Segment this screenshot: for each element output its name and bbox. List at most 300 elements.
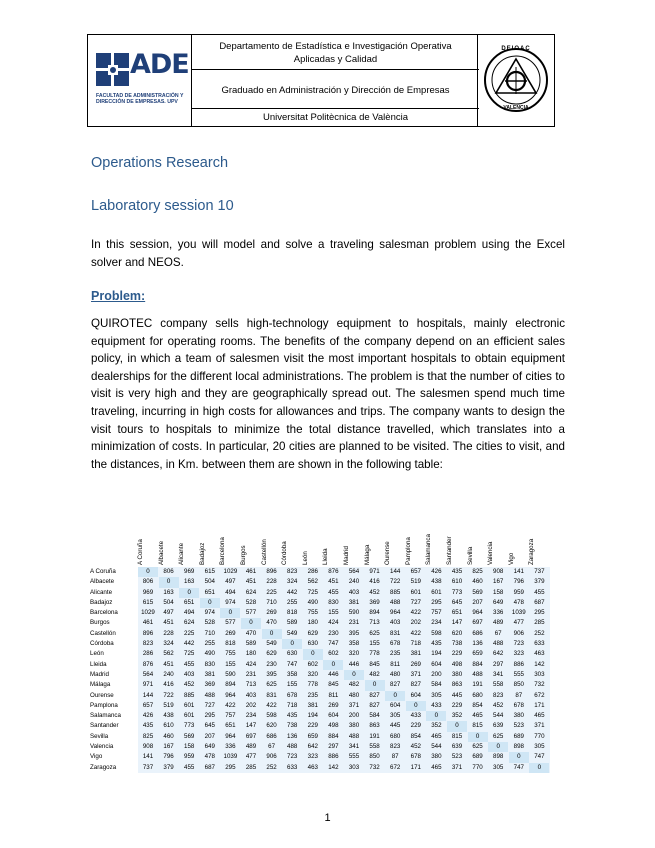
- table-cell: 689: [513, 732, 524, 740]
- table-cell: 228: [163, 629, 174, 637]
- row-header: León: [90, 650, 104, 658]
- table-cell: 732: [369, 763, 380, 771]
- table-cell: 555: [348, 753, 360, 761]
- page-number: 1: [324, 812, 331, 824]
- table-cell: 625: [266, 681, 277, 689]
- table-cell: 488: [493, 640, 504, 648]
- table-cell: 0: [220, 608, 240, 618]
- table-cell: 451: [245, 578, 257, 586]
- table-cell: 482: [369, 670, 380, 678]
- table-cell: 235: [390, 650, 401, 658]
- table-cell: 497: [225, 578, 236, 586]
- table-cell: 191: [369, 732, 380, 740]
- table-cell: 336: [225, 743, 236, 751]
- table-cell: 480: [390, 670, 401, 678]
- table-cell: 601: [184, 712, 195, 720]
- row-header: Barcelona: [90, 609, 118, 617]
- table-cell: 352: [451, 712, 463, 720]
- table-cell: 435: [142, 722, 154, 730]
- column-header-label: Badajoz: [198, 542, 206, 565]
- table-cell: 465: [534, 712, 545, 720]
- table-cell: 796: [163, 753, 174, 761]
- table-cell: 446: [348, 660, 360, 668]
- session-title: Laboratory session 10: [91, 198, 234, 214]
- table-cell: 424: [245, 660, 257, 668]
- table-cell: 67: [268, 743, 276, 751]
- table-cell: 629: [307, 629, 318, 637]
- table-cell: 678: [410, 753, 421, 761]
- table-cell: 686: [472, 629, 483, 637]
- table-cell: 379: [163, 763, 174, 771]
- table-cell: 465: [431, 732, 442, 740]
- table-cell: 806: [142, 578, 154, 586]
- table-cell: 723: [287, 753, 298, 761]
- table-cell: 601: [410, 588, 421, 596]
- table-cell: 1029: [141, 609, 155, 617]
- table-cell: 488: [390, 598, 401, 606]
- table-cell: 601: [184, 701, 195, 709]
- table-cell: 305: [493, 763, 504, 771]
- row-header: Ourense: [90, 691, 114, 699]
- table-cell: 718: [410, 640, 421, 648]
- table-cell: 470: [266, 619, 277, 627]
- column-header-label: Zaragoza: [528, 538, 536, 565]
- table-cell: 234: [431, 619, 442, 627]
- table-cell: 672: [534, 691, 545, 699]
- table-cell: 549: [287, 629, 298, 637]
- table-cell: 885: [184, 691, 195, 699]
- table-cell: 489: [493, 619, 504, 627]
- table-cell: 718: [287, 701, 298, 709]
- table-cell: 482: [348, 681, 360, 689]
- table-cell: 191: [472, 681, 483, 689]
- table-cell: 604: [431, 660, 442, 668]
- table-cell: 461: [142, 619, 154, 627]
- table-cell: 470: [245, 629, 257, 637]
- table-cell: 0: [200, 598, 220, 608]
- table-cell: 659: [472, 650, 483, 658]
- table-cell: 649: [204, 743, 215, 751]
- column-header-label: Ourense: [384, 541, 392, 565]
- table-cell: 747: [534, 753, 545, 761]
- table-cell: 747: [328, 640, 339, 648]
- table-cell: 519: [410, 578, 421, 586]
- seal-text-bottom: VALENCIA: [503, 105, 529, 111]
- table-cell: 426: [142, 712, 154, 720]
- column-header-label: Pamplona: [404, 537, 412, 565]
- table-cell: 379: [534, 578, 545, 586]
- problem-heading: Problem:: [91, 289, 146, 303]
- table-cell: 358: [287, 670, 298, 678]
- table-cell: 757: [225, 712, 236, 720]
- table-cell: 452: [493, 701, 504, 709]
- table-cell: 642: [307, 743, 318, 751]
- table-cell: 155: [369, 640, 380, 648]
- table-cell: 727: [204, 701, 215, 709]
- row-header: Castellón: [90, 629, 116, 637]
- column-header-label: Alicante: [178, 542, 186, 565]
- table-cell: 352: [431, 722, 442, 730]
- table-cell: 562: [163, 650, 174, 658]
- table-cell: 480: [348, 691, 360, 699]
- table-cell: 558: [493, 681, 504, 689]
- table-cell: 155: [225, 660, 236, 668]
- table-cell: 825: [142, 732, 154, 740]
- table-cell: 625: [369, 629, 380, 637]
- table-cell: 523: [451, 753, 463, 761]
- table-cell: 381: [348, 598, 360, 606]
- table-cell: 964: [472, 609, 483, 617]
- table-cell: 630: [287, 650, 298, 658]
- table-cell: 395: [266, 670, 277, 678]
- table-cell: 380: [348, 722, 360, 730]
- table-cell: 1039: [223, 753, 238, 761]
- table-cell: 732: [534, 681, 545, 689]
- table-cell: 490: [204, 650, 215, 658]
- table-cell: 504: [204, 578, 215, 586]
- table-cell: 0: [365, 680, 385, 690]
- column-header: [529, 521, 549, 567]
- table-cell: 831: [266, 691, 277, 699]
- table-cell: 544: [431, 743, 442, 751]
- table-cell: 971: [369, 568, 380, 575]
- table-cell: 341: [348, 743, 360, 751]
- table-cell: 455: [184, 660, 195, 668]
- table-cell: 0: [509, 752, 529, 762]
- table-cell: 147: [451, 619, 463, 627]
- column-header-label: A Coruña: [137, 539, 144, 565]
- table-cell: 202: [410, 619, 421, 627]
- table-cell: 455: [184, 763, 195, 771]
- course-title: Operations Research: [91, 155, 229, 171]
- table-cell: 142: [328, 763, 339, 771]
- table-cell: 424: [328, 619, 339, 627]
- column-header: [179, 521, 199, 567]
- column-header: [303, 521, 323, 567]
- table-cell: 686: [266, 732, 277, 740]
- table-cell: 155: [287, 681, 298, 689]
- table-cell: 295: [204, 712, 215, 720]
- table-cell: 577: [245, 609, 257, 617]
- table-cell: 678: [390, 640, 401, 648]
- table-cell: 438: [431, 578, 442, 586]
- table-cell: 0: [241, 618, 261, 628]
- table-cell: 147: [245, 722, 257, 730]
- table-cell: 898: [493, 753, 504, 761]
- table-cell: 727: [410, 598, 421, 606]
- table-cell: 234: [245, 712, 257, 720]
- ade-logo-icon: [96, 53, 130, 87]
- column-header-label: Madrid: [343, 546, 350, 565]
- table-cell: 0: [323, 660, 343, 670]
- table-cell: 341: [493, 670, 504, 678]
- table-cell: 228: [266, 578, 277, 586]
- table-cell: 811: [328, 691, 339, 699]
- table-cell: 620: [266, 722, 277, 730]
- table-cell: 477: [245, 753, 257, 761]
- table-cell: 163: [184, 578, 195, 586]
- deioac-seal-block: [477, 35, 554, 126]
- table-cell: 796: [513, 578, 524, 586]
- table-cell: 422: [410, 609, 421, 617]
- table-cell: 240: [348, 578, 360, 586]
- table-cell: 659: [307, 732, 318, 740]
- table-cell: 305: [390, 712, 401, 720]
- table-cell: 651: [225, 722, 236, 730]
- column-header: [385, 521, 405, 567]
- table-cell: 416: [369, 578, 380, 586]
- table-cell: 898: [513, 743, 524, 751]
- table-cell: 167: [493, 578, 504, 586]
- table-cell: 725: [184, 650, 195, 658]
- table-cell: 555: [513, 670, 524, 678]
- table-cell: 604: [390, 701, 401, 709]
- column-header: [406, 521, 426, 567]
- table-cell: 478: [513, 598, 524, 606]
- table-cell: 747: [513, 763, 524, 771]
- table-cell: 433: [431, 701, 442, 709]
- table-cell: 422: [410, 629, 421, 637]
- intro-paragraph: In this session, you will model and solve a traveling salesman problem using the Excel solver and NEOS.: [91, 238, 565, 269]
- table-cell: 549: [266, 640, 277, 648]
- table-cell: 651: [204, 588, 215, 596]
- table-cell: 0: [303, 649, 323, 659]
- table-cell: 489: [245, 743, 257, 751]
- table-cell: 770: [472, 763, 483, 771]
- table-cell: 564: [142, 670, 154, 678]
- table-cell: 687: [204, 763, 215, 771]
- table-cell: 435: [431, 640, 442, 648]
- table-cell: 371: [410, 670, 421, 678]
- table-cell: 642: [493, 650, 504, 658]
- row-header: Lleida: [90, 660, 107, 668]
- table-cell: 240: [163, 670, 174, 678]
- table-cell: 136: [472, 640, 483, 648]
- table-cell: 229: [451, 650, 463, 658]
- problem-paragraph: QUIROTEC company sells high-technology equipment to hospitals, mainly electronic equipment for operating rooms. The benefits of the company depend on an efficient sales policy, in which a team of salesmen visit the most important hospitals to obtain equipment dealerships for the different local administrations. The problem is that the number of cities to visit is very high and they are geographically spread out. The salesmen spend much time traveling, incurring in high costs for allowances and trips. The company wants to design the visit tours to hospitals to minimize the total distance travelled, which translates into a minimization of costs. In particular, 20 cities are planned to be visited. The cities to visit, and the distances, in Km. between them are shown in the following table:: [91, 317, 565, 471]
- table-cell: 827: [369, 701, 380, 709]
- table-cell: 645: [204, 722, 215, 730]
- table-cell: 649: [493, 598, 504, 606]
- column-header: [468, 521, 488, 567]
- table-cell: 451: [328, 578, 339, 586]
- table-cell: 0: [488, 742, 508, 752]
- table-cell: 141: [142, 753, 154, 761]
- table-cell: 680: [472, 691, 483, 699]
- table-cell: 558: [369, 743, 380, 751]
- column-header-label: Lleida: [322, 548, 330, 565]
- row-header: Valencia: [90, 743, 114, 751]
- table-cell: 689: [472, 753, 483, 761]
- table-cell: 723: [513, 640, 524, 648]
- table-cell: 498: [328, 722, 339, 730]
- table-cell: 969: [184, 568, 195, 575]
- table-cell: 403: [184, 670, 195, 678]
- table-cell: 884: [472, 660, 483, 668]
- table-cell: 497: [163, 609, 174, 617]
- table-cell: 442: [287, 588, 298, 596]
- table-cell: 737: [534, 568, 545, 575]
- column-header: [365, 521, 385, 567]
- table-cell: 225: [266, 588, 277, 596]
- column-header-label: Albacete: [157, 540, 165, 565]
- table-cell: 755: [307, 609, 318, 617]
- table-cell: 494: [184, 609, 195, 617]
- table-cell: 0: [447, 721, 467, 731]
- table-cell: 200: [348, 712, 360, 720]
- table-cell: 710: [204, 629, 215, 637]
- table-cell: 778: [307, 681, 318, 689]
- table-cell: 171: [534, 701, 545, 709]
- table-cell: 87: [515, 691, 523, 699]
- table-cell: 477: [513, 619, 524, 627]
- row-header: Salamanca: [90, 712, 121, 720]
- table-cell: 488: [472, 670, 483, 678]
- table-cell: 569: [472, 588, 483, 596]
- table-cell: 494: [225, 588, 236, 596]
- table-cell: 490: [307, 598, 318, 606]
- table-cell: 435: [451, 568, 463, 575]
- row-header: Zaragoza: [90, 763, 117, 771]
- column-header-label: Sevilla: [466, 546, 474, 565]
- table-cell: 827: [390, 681, 401, 689]
- table-cell: 886: [513, 660, 524, 668]
- column-header-label: Málaga: [363, 544, 371, 565]
- table-cell: 144: [142, 691, 154, 699]
- table-cell: 884: [328, 732, 339, 740]
- table-cell: 435: [287, 712, 298, 720]
- table-cell: 827: [369, 691, 380, 699]
- table-cell: 1029: [223, 568, 238, 575]
- table-cell: 823: [287, 568, 298, 575]
- table-cell: 460: [163, 732, 174, 740]
- table-cell: 225: [184, 629, 195, 637]
- table-cell: 87: [391, 753, 399, 761]
- table-cell: 180: [307, 619, 318, 627]
- table-cell: 773: [184, 722, 195, 730]
- table-cell: 136: [287, 732, 298, 740]
- table-cell: 604: [410, 691, 421, 699]
- table-cell: 737: [142, 763, 154, 771]
- row-header: A Coruña: [90, 568, 116, 575]
- column-header: [447, 521, 467, 567]
- table-cell: 964: [225, 732, 236, 740]
- row-header: Vigo: [90, 753, 103, 761]
- column-header: [138, 521, 158, 567]
- column-header: [488, 521, 508, 567]
- row-header: Pamplona: [90, 701, 118, 709]
- column-header-label: Salamanca: [425, 534, 433, 565]
- row-header: Sevilla: [90, 732, 109, 740]
- table-cell: 0: [344, 670, 364, 680]
- table-cell: 773: [451, 588, 463, 596]
- table-cell: 452: [369, 588, 380, 596]
- table-cell: 722: [163, 691, 174, 699]
- ade-logo-text: ADE: [130, 49, 189, 80]
- table-cell: 863: [451, 681, 463, 689]
- table-cell: 252: [534, 629, 545, 637]
- table-cell: 269: [328, 701, 339, 709]
- table-cell: 446: [328, 670, 339, 678]
- table-cell: 906: [266, 753, 277, 761]
- table-cell: 806: [163, 568, 174, 575]
- table-cell: 167: [163, 743, 174, 751]
- table-cell: 498: [451, 660, 463, 668]
- table-cell: 171: [410, 763, 421, 771]
- table-cell: 320: [307, 670, 318, 678]
- table-cell: 0: [406, 701, 426, 711]
- table-cell: 230: [328, 629, 339, 637]
- table-cell: 465: [472, 712, 483, 720]
- table-cell: 455: [328, 588, 339, 596]
- table-cell: 811: [390, 660, 401, 668]
- table-cell: 463: [307, 763, 318, 771]
- table-cell: 286: [142, 650, 154, 658]
- table-cell: 971: [142, 681, 154, 689]
- table-cell: 488: [348, 732, 360, 740]
- table-cell: 710: [266, 598, 277, 606]
- column-header-label: Burgos: [240, 545, 247, 565]
- table-cell: 639: [493, 722, 504, 730]
- table-cell: 255: [204, 640, 215, 648]
- table-cell: 0: [179, 588, 199, 598]
- table-cell: 770: [534, 732, 545, 740]
- table-cell: 615: [204, 568, 215, 575]
- table-cell: 0: [385, 691, 405, 701]
- table-cell: 229: [451, 701, 463, 709]
- column-header: [220, 521, 240, 567]
- table-cell: 629: [266, 650, 277, 658]
- table-cell: 229: [410, 722, 421, 730]
- table-cell: 403: [245, 691, 257, 699]
- column-header-label: Santander: [446, 536, 453, 565]
- table-cell: 584: [369, 712, 380, 720]
- table-cell: 451: [163, 660, 174, 668]
- column-header: [241, 521, 261, 567]
- table-cell: 1039: [511, 609, 526, 617]
- table-cell: 463: [534, 650, 545, 658]
- table-cell: 633: [287, 763, 298, 771]
- table-cell: 323: [307, 753, 318, 761]
- table-cell: 369: [204, 681, 215, 689]
- table-cell: 651: [451, 609, 463, 617]
- table-cell: 445: [390, 722, 401, 730]
- degree-line: Graduado en Administración y Dirección de Empresas: [221, 85, 450, 96]
- table-cell: 336: [493, 609, 504, 617]
- header-divider: [192, 108, 479, 109]
- table-cell: 488: [287, 743, 298, 751]
- table-cell: 252: [266, 763, 277, 771]
- table-cell: 687: [534, 598, 545, 606]
- table-cell: 452: [410, 743, 421, 751]
- table-cell: 886: [328, 753, 339, 761]
- table-cell: 305: [431, 691, 442, 699]
- table-cell: 0: [262, 629, 282, 639]
- table-cell: 969: [142, 588, 154, 596]
- table-cell: 672: [390, 763, 401, 771]
- table-cell: 850: [513, 681, 524, 689]
- table-cell: 286: [307, 568, 318, 575]
- table-cell: 202: [245, 701, 257, 709]
- table-cell: 598: [431, 629, 442, 637]
- table-cell: 395: [348, 629, 360, 637]
- table-cell: 320: [348, 650, 360, 658]
- column-header: [323, 521, 343, 567]
- row-header: Madrid: [90, 670, 109, 678]
- table-cell: 369: [369, 598, 380, 606]
- table-cell: 755: [225, 650, 236, 658]
- table-cell: 959: [184, 753, 195, 761]
